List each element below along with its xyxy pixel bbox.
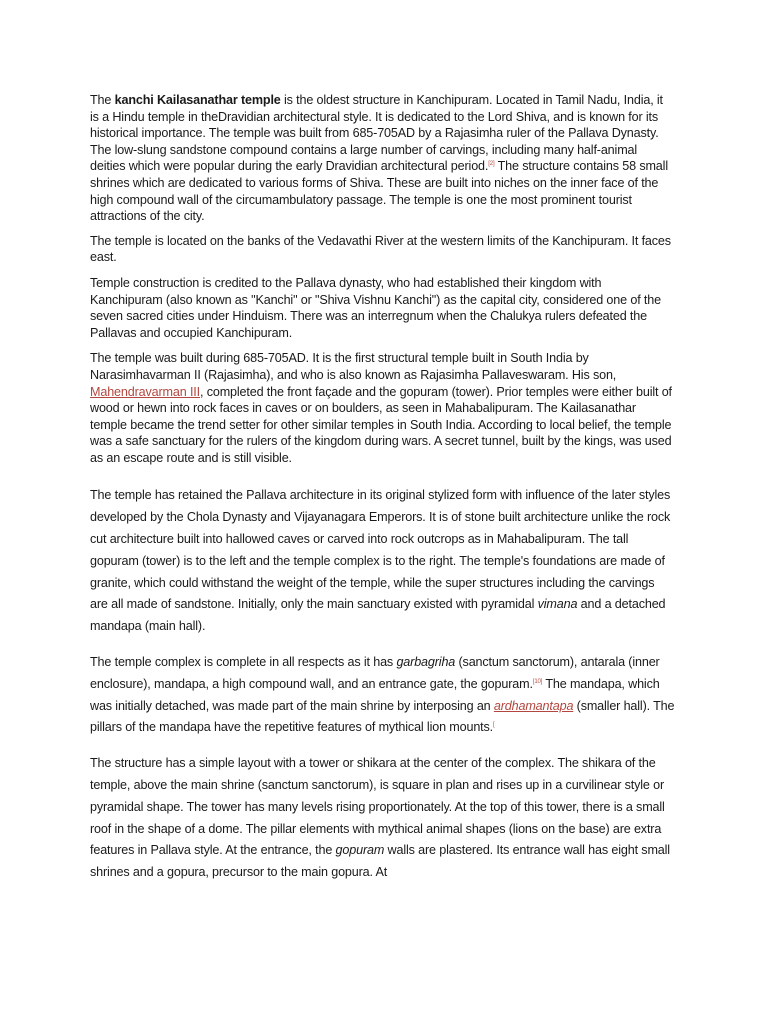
text-run: The structure contains 58 small shrines which are dedicated to various forms of Shiva. These are built into niches on the inner face of the high compound wall of the circumambulatory passage. The temple is one the most prominent tourist attractions of the city. [90, 159, 668, 224]
text-run: The structure has a simple layout with a tower or shikara at the center of the complex. The shikara of the temple, above the main shrine (sanctum sanctorum), is square in plan and rises up in a curvilinear style or pyramidal shape. The tower has many levels rising proportionately. At the top of this tower, there is a small roof in the shape of a dome. The pillar elements with mythical animal shapes (lions on the base) are extra features in Pallava style. At the entrance, the [90, 756, 665, 858]
italic-term: garbagriha [396, 655, 456, 670]
text-run: walls are plastered. Its entrance wall has eight small shrines and a gopura, precursor to the main gopura. At [90, 843, 670, 880]
text-run: (sanctum sanctorum), antarala (inner enclosure), mandapa, a high compound wall, and an entrance gate, the gopuram. [90, 655, 660, 691]
paragraph-intro [90, 92, 675, 225]
text-run: The temple was built during 685-705AD. It is the first structural temple built in South India by Narasimhavarman II (Rajasimha), and who is also known as Rajasimha Pallaveswaram. His son, [90, 351, 617, 382]
link-mahendravarman[interactable]: Mahendravarman III [90, 384, 200, 399]
text-run: The mandapa, which was initially detached, was made part of the main shrine by interposing an [90, 676, 660, 713]
text-run: (smaller hall). The pillars of the mandapa have the repetitive features of mythical lion mounts. [90, 698, 675, 735]
italic-term: gopuram [335, 843, 385, 858]
italic-link-text[interactable]: ardhamantapa [493, 698, 574, 713]
paragraph-construction: Temple construction is credited to the Pallava dynasty, who had established their kingdom with Kanchipuram (also known as "Kanchi" or "Shiva Vishnu Kanchi") as the capital city, considered one of the seven sacred cities under Hinduism. There was an interregnum when the Chalukya rulers defeated the Pallavas and occupied Kanchipuram. [90, 275, 661, 340]
paragraph-history [90, 350, 675, 466]
citation-ref[interactable]: [2] [488, 161, 495, 168]
text-run: The [90, 93, 115, 107]
citation-ref[interactable]: [10] [532, 678, 543, 685]
bold-temple-name: kanchi Kailasanathar temple [114, 93, 281, 107]
paragraph-location: The temple is located on the banks of the Vedavathi River at the western limits of the Kanchipuram. It faces east. [90, 233, 671, 265]
citation-ref[interactable]: [ [493, 722, 495, 729]
paragraph-layout [90, 753, 675, 884]
text-run: The temple complex is complete in all respects as it has [90, 655, 397, 670]
text-run: is the oldest structure in Kanchipuram. Located in Tamil Nadu, India, it is a Hindu temple in theDravidian architectural style. It is dedicated to the Lord Shiva, and is known for its historical importance. The temple was built from 685-705AD by a Rajasimha ruler of the Pallava Dynasty. The low-slung sandstone compound contains a large number of carvings, including many half-animal deities which were popular during the early Dravidian architectural period. [90, 93, 663, 174]
document-body [90, 92, 675, 884]
paragraph-architecture [90, 485, 675, 638]
link-ardhamantapa[interactable] [494, 699, 573, 713]
text-run: , completed the front façade and the gopuram (tower). Prior temples were either built of wood or hewn into rock faces in caves or on boulders, as seen in Mahabalipuram. The Kailasanathar temple became the trend setter for other similar temples in South India. According to local belief, the temple was a safe sanctuary for the rulers of the kingdom during wars. A secret tunnel, built by the kings, was used as an escape route and is still visible. [90, 384, 672, 465]
text-run: The temple has retained the Pallava architecture in its original stylized form with influence of the later styles developed by the Chola Dynasty and Vijayanagara Emperors. It is of stone built architecture unlike the rock cut architecture built into hallowed caves or carved into rock outcrops as in Mahabalipuram. The tall gopuram (tower) is to the left and the temple complex is to the right. The temple's foundations are made of granite, which could withstand the weight of the temple, while the super structures including the carvings are all made of sandstone. Initially, only the main sanctuary existed with pyramidal [90, 488, 671, 612]
italic-term: vimana [537, 597, 578, 612]
text-run: and a detached mandapa (main hall). [90, 597, 666, 634]
paragraph-complex [90, 652, 675, 739]
